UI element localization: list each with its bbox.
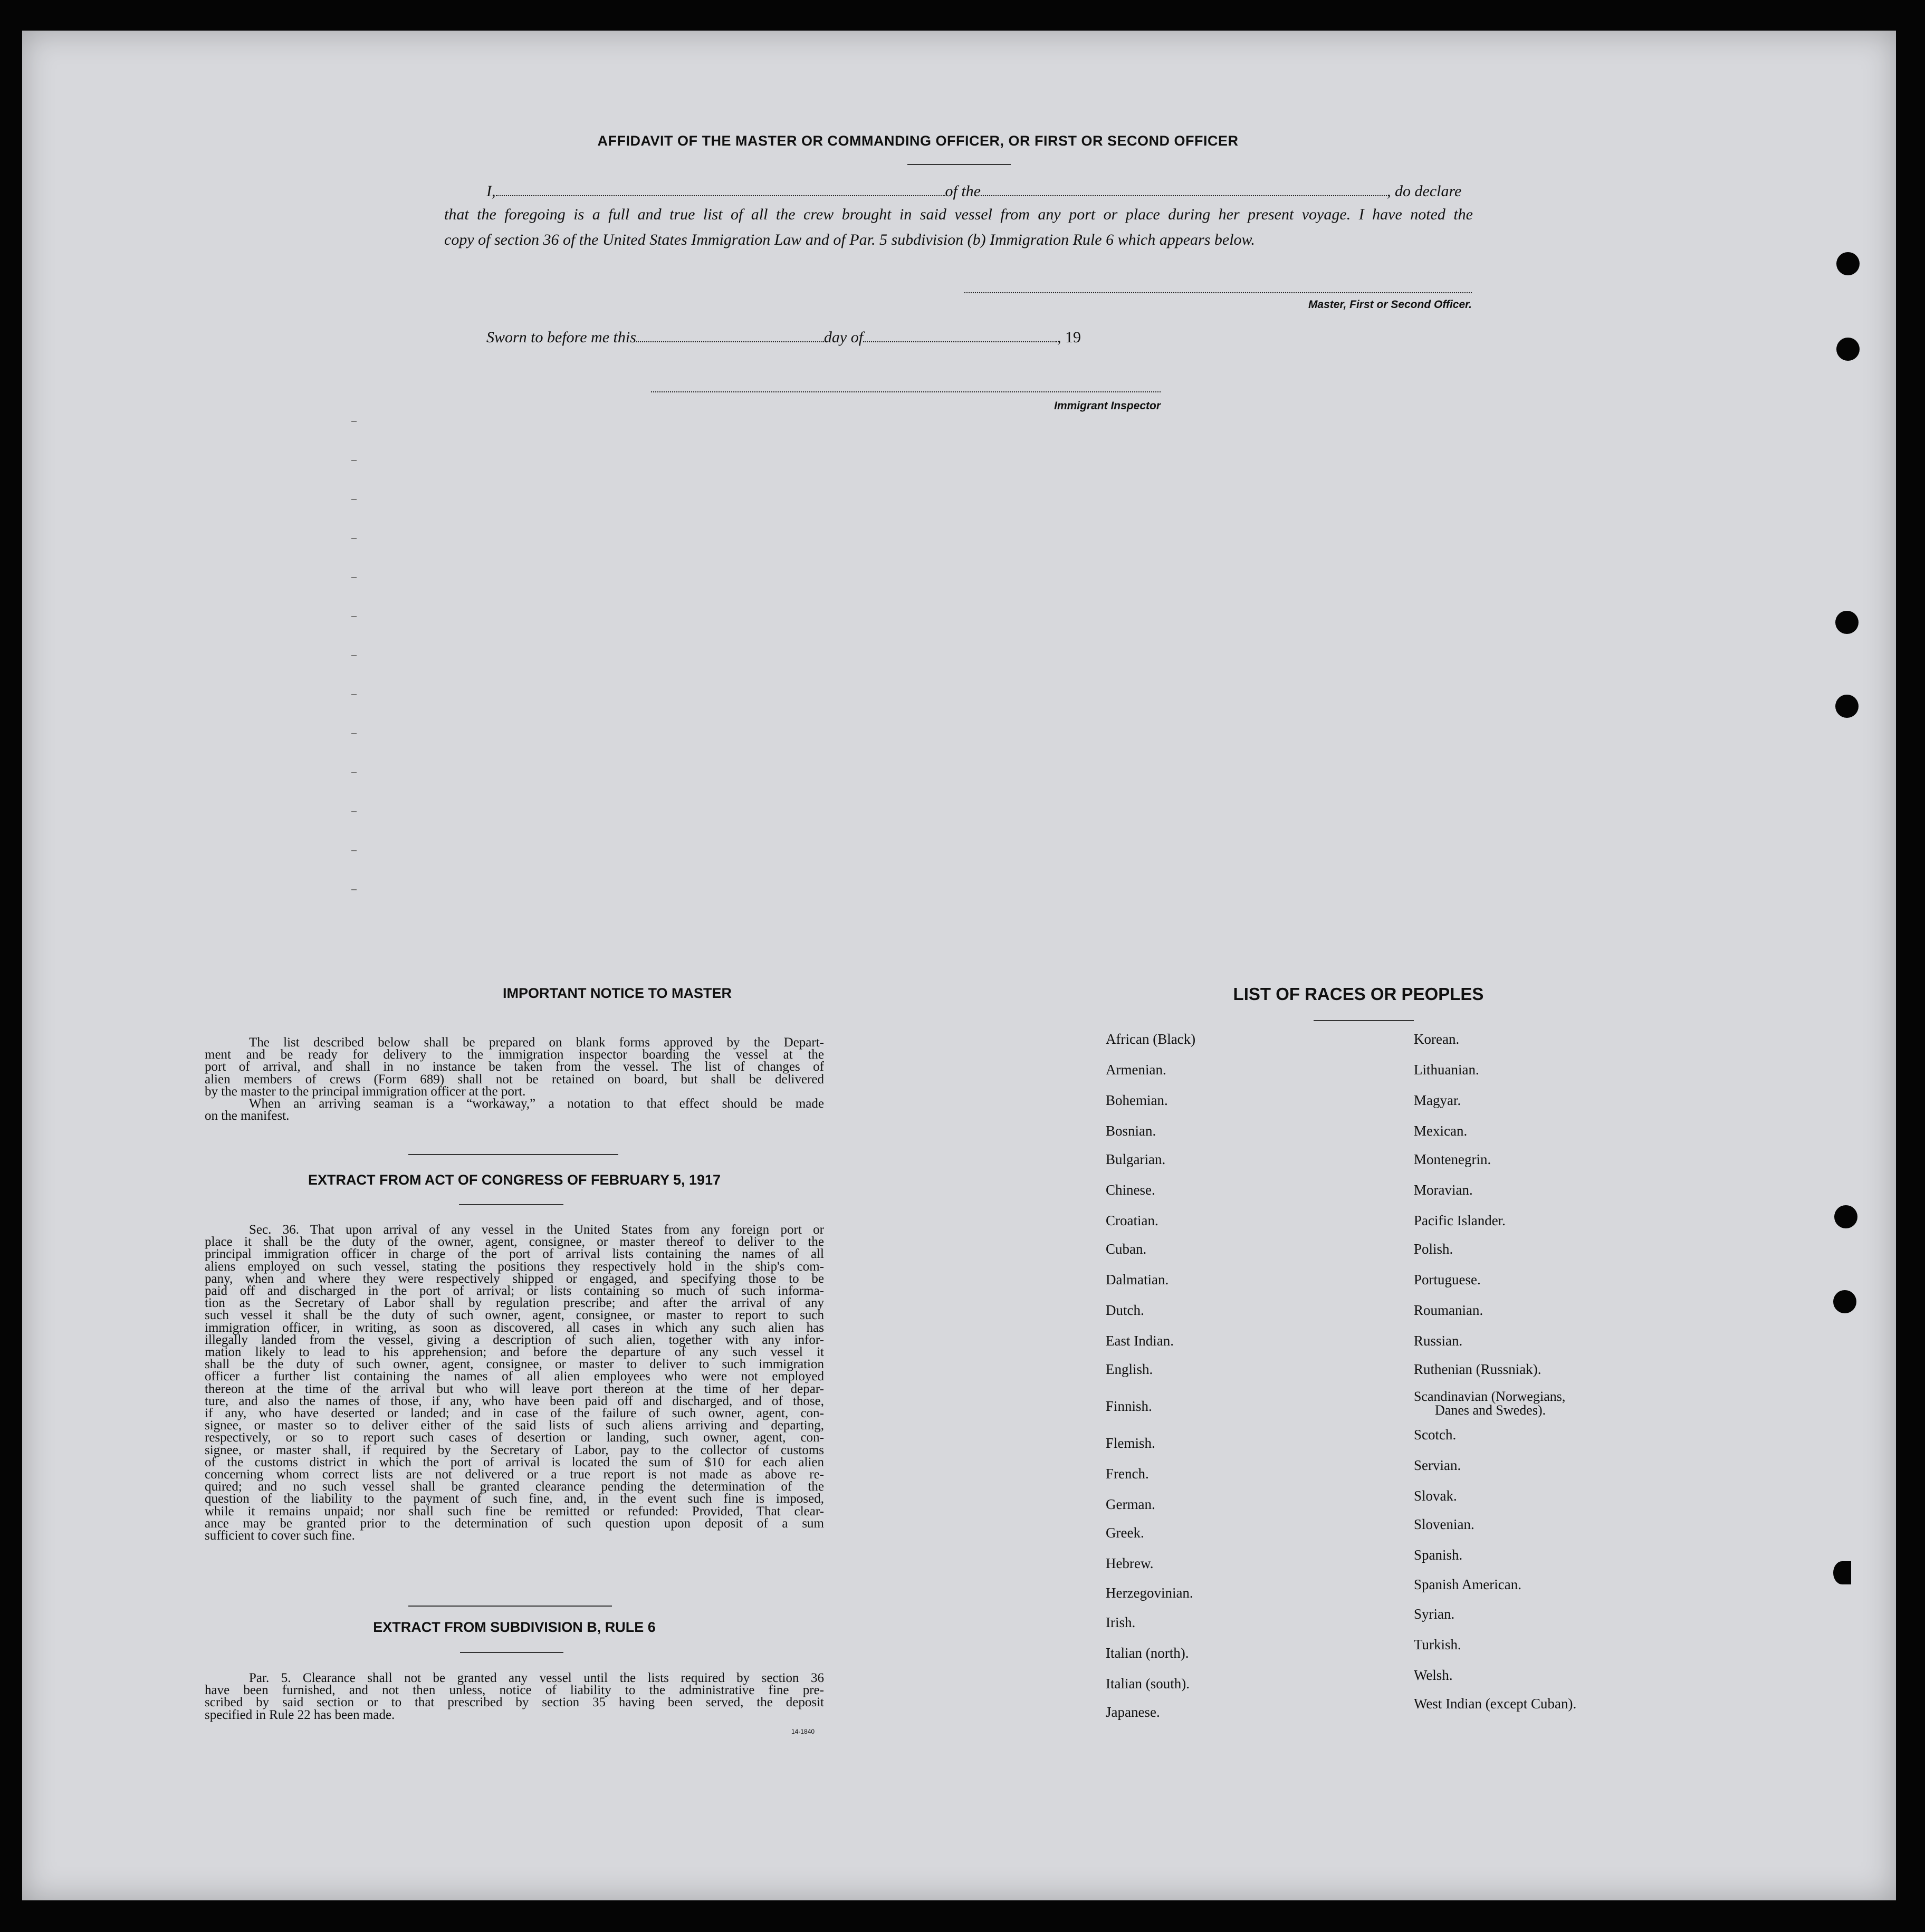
affidavit-line-3: copy of section 36 of the United States Immigration Law and of Par. 5 subdivision (b) Immigration Rule 6 which appears below. <box>444 231 1255 248</box>
race-item: Hebrew. <box>1106 1555 1154 1571</box>
notice-line: ment and be ready for delivery to the immigration inspector boarding the vessel at the <box>205 1047 824 1062</box>
margin-tick <box>351 499 357 500</box>
extract-act-line: officer a further list containing the names of all alien employees who were not employed <box>205 1369 824 1384</box>
punch-hole <box>1834 1205 1857 1228</box>
extract-act-line: question of the liability to the payment of such fine, and, in the event such fine is imposed, <box>205 1492 824 1506</box>
extract-rule-body <box>205 1672 824 1721</box>
notice-line: on the manifest. <box>205 1109 290 1123</box>
sworn-year-label: , 19 <box>1057 329 1081 346</box>
punch-hole <box>1833 1290 1856 1313</box>
race-item: Flemish. <box>1106 1435 1155 1451</box>
margin-tick <box>351 811 357 812</box>
race-item: Pacific Islander. <box>1414 1213 1506 1228</box>
punch-hole <box>1836 252 1860 275</box>
master-signature-label: Master, First or Second Officer. <box>1308 299 1472 311</box>
race-item: Ruthenian (Russniak). <box>1414 1361 1541 1377</box>
margin-tick <box>351 694 357 695</box>
margin-tick <box>351 460 357 461</box>
race-item: Dutch. <box>1106 1302 1144 1318</box>
extract-act-line: thereon at the time of the arrival but who will leave port thereon at the time of her depar- <box>205 1381 824 1396</box>
races-title-rule <box>1314 1020 1414 1021</box>
extract-rule-title-rule <box>460 1652 563 1653</box>
races-right-column <box>1414 1031 1709 1726</box>
extract-act-line: ture, and also the names of those, if any, who have been paid off and discharged, and of those, <box>205 1393 824 1408</box>
race-item: Finnish. <box>1106 1398 1152 1414</box>
sworn-line <box>486 325 1081 347</box>
extract-rule-line: Par. 5. Clearance shall not be granted any vessel until the lists required by section 36 <box>249 1671 824 1685</box>
extract-act-line: tion as the Secretary of Labor shall by regulation prescribe; and after the arrival of any <box>205 1296 824 1311</box>
extract-act-line: aliens employed on such vessel, stating the positions they respectively hold in the ship's com- <box>205 1259 824 1274</box>
extract-rule-line: specified in Rule 22 has been made. <box>205 1707 395 1722</box>
extract-act-line: illegally landed from the vessel, giving a description of such alien, together with any infor- <box>205 1332 824 1347</box>
race-item: African (Black) <box>1106 1031 1196 1047</box>
race-item: Irish. <box>1106 1614 1136 1630</box>
master-signature-line[interactable] <box>964 292 1472 293</box>
affidavit-line-1 <box>486 179 1473 200</box>
race-item: Slovenian. <box>1414 1516 1474 1532</box>
affidavit-line-2: that the foregoing is a full and true list of all the crew brought in said vessel from any port or place during her present voyage. I have noted the <box>444 206 1473 223</box>
margin-tick <box>351 577 357 578</box>
race-item <box>1414 1390 1709 1427</box>
notice-title: IMPORTANT NOTICE TO MASTER <box>503 985 732 1001</box>
extract-act-line: mation likely to lead to his apprehension; and before the departure of any such vessel it <box>205 1345 824 1360</box>
race-item: Scotch. <box>1414 1427 1457 1443</box>
race-item-scandinavian: Scandinavian (Norwegians, <box>1414 1389 1566 1404</box>
extract-rule-line: have been furnished, and not then unless, notice of liability to the administrative fine pre- <box>205 1683 824 1698</box>
extract-rule-line: scribed by said section or to that prescribed by section 35 having been served, the deposit <box>205 1695 824 1710</box>
race-item: Welsh. <box>1414 1667 1453 1683</box>
affidavit-i-label: I, <box>486 182 496 200</box>
extract-act-line: place it shall be the duty of the owner, agent, consignee, or master thereof to deliver to the <box>205 1235 824 1249</box>
race-item: East Indian. <box>1106 1333 1174 1349</box>
race-item: Spanish. <box>1414 1547 1463 1563</box>
race-item: Chinese. <box>1106 1182 1155 1198</box>
race-item: Croatian. <box>1106 1213 1158 1228</box>
extract-act-line: of the customs district in which the port of arrival is located the sum of $10 for each alien <box>205 1455 824 1469</box>
races-title: LIST OF RACES OR PEOPLES <box>1233 984 1484 1004</box>
race-item: Turkish. <box>1414 1637 1461 1652</box>
form-number: 14-1840 <box>791 1728 815 1735</box>
extract-act-line: quired; and no such vessel shall be granted clearance pending the determination of the <box>205 1479 824 1494</box>
extract-act-body <box>205 1224 824 1542</box>
race-item: German. <box>1106 1496 1155 1512</box>
race-item-scandinavian-cont: Danes and Swedes). <box>1435 1402 1546 1418</box>
extract-act-title-rule <box>459 1204 563 1205</box>
races-left-column <box>1106 1031 1369 1735</box>
race-item: English. <box>1106 1361 1153 1377</box>
margin-tick <box>351 733 357 734</box>
race-item: Japanese. <box>1106 1704 1160 1720</box>
race-item: French. <box>1106 1466 1149 1482</box>
notice-line: alien members of crews (Form 689) shall not be retained on board, but shall be delivered <box>205 1072 824 1087</box>
extract-act-line: if any, who have deserted or landed; and in case of the failure of such owner, agent, con- <box>205 1406 824 1421</box>
race-item: Montenegrin. <box>1414 1151 1491 1167</box>
race-item: Russian. <box>1414 1333 1463 1349</box>
sworn-month-field[interactable] <box>863 325 1057 342</box>
race-item: Syrian. <box>1414 1606 1455 1622</box>
margin-tick <box>351 889 357 890</box>
section-divider <box>408 1606 612 1607</box>
race-item: Armenian. <box>1106 1062 1166 1078</box>
notice-line: by the master to the principal immigration officer at the port. <box>205 1084 526 1099</box>
extract-act-line: shall be the duty of such owner, agent, consignee, or master to deliver to such immigration <box>205 1357 824 1372</box>
extract-act-line: while it remains unpaid; nor shall such fine be remitted or refunded: Provided, That clear- <box>205 1504 824 1518</box>
margin-tick <box>351 850 357 851</box>
extract-act-line: principal immigration officer in charge of the port of arrival lists containing the names of all <box>205 1247 824 1262</box>
race-item: Korean. <box>1414 1031 1460 1047</box>
race-item: Magyar. <box>1414 1092 1461 1108</box>
extract-act-line: pany, when and where they were respectively shipped or engaged, and specifying those to be <box>205 1271 824 1286</box>
affidavit-title: AFFIDAVIT OF THE MASTER OR COMMANDING OFFICER, OR FIRST OR SECOND OFFICER <box>597 133 1239 149</box>
race-item: Herzegovinian. <box>1106 1585 1193 1601</box>
punch-hole <box>1833 1561 1851 1584</box>
race-item: Bosnian. <box>1106 1123 1156 1139</box>
notice-line: port of arrival, and shall in no instance be taken from the vessel. The list of changes of <box>205 1060 824 1074</box>
extract-act-line: signee, or master shall, if required by the Secretary of Labor, pay to the collector of customs <box>205 1443 824 1457</box>
race-item: Lithuanian. <box>1414 1062 1479 1078</box>
race-item: Spanish American. <box>1414 1577 1521 1592</box>
extract-act-line: concerning whom correct lists are not delivered or a true report is not made as above re- <box>205 1467 824 1482</box>
race-item: Moravian. <box>1414 1182 1473 1198</box>
vessel-name-field[interactable] <box>981 179 1387 196</box>
extract-act-line: immigration officer, in writing, as soon as discovered, all cases in which any such alien has <box>205 1320 824 1335</box>
race-item: Roumanian. <box>1414 1302 1483 1318</box>
punch-hole <box>1835 611 1859 634</box>
race-item: Italian (south). <box>1106 1676 1190 1691</box>
section-divider <box>408 1154 618 1155</box>
extract-act-line: Sec. 36. That upon arrival of any vessel in the United States from any foreign port or <box>249 1223 824 1237</box>
race-item: Cuban. <box>1106 1241 1147 1257</box>
extract-act-line: such vessel it shall be the duty of such owner, agent, consignee, or master to report to such <box>205 1308 824 1323</box>
race-item: Bulgarian. <box>1106 1151 1166 1167</box>
notice-line: The list described below shall be prepared on blank forms approved by the Depart- <box>249 1035 824 1050</box>
margin-tick <box>351 772 357 773</box>
punch-hole <box>1836 338 1860 361</box>
race-item: Italian (north). <box>1106 1645 1189 1661</box>
master-name-field[interactable] <box>496 179 945 196</box>
race-item: Slovak. <box>1414 1488 1457 1504</box>
sworn-prefix: Sworn to before me this <box>486 329 636 346</box>
sworn-day-of-label: day of <box>823 329 864 346</box>
sworn-day-field[interactable] <box>636 325 824 342</box>
race-item: Greek. <box>1106 1525 1144 1541</box>
extract-act-line: paid off and discharged in the port of arrival; or lists containing so much of such informa- <box>205 1284 824 1299</box>
inspector-label: Immigrant Inspector <box>1054 400 1161 412</box>
race-item: Portuguese. <box>1414 1272 1481 1287</box>
extract-act-line: ance may be granted prior to the determination of such question upon deposit of a sum <box>205 1516 824 1531</box>
extract-act-title: EXTRACT FROM ACT OF CONGRESS OF FEBRUARY 5, 1917 <box>308 1172 721 1188</box>
notice-paragraph-1 <box>205 1036 824 1122</box>
race-item: Dalmatian. <box>1106 1272 1169 1287</box>
race-item: Polish. <box>1414 1241 1453 1257</box>
race-item: Mexican. <box>1414 1123 1468 1139</box>
notice-line: When an arriving seaman is a “workaway,” a notation to that effect should be made <box>249 1097 824 1111</box>
affidavit-declare-label: , do declare <box>1387 182 1462 200</box>
margin-tick <box>351 616 357 617</box>
extract-act-line: respectively, or so to report such cases of desertion or landing, such owner, agent, con- <box>205 1430 824 1445</box>
affidavit-title-rule <box>907 164 1011 165</box>
margin-tick <box>351 538 357 539</box>
punch-hole <box>1835 695 1859 718</box>
extract-rule-title: EXTRACT FROM SUBDIVISION B, RULE 6 <box>373 1619 656 1635</box>
extract-act-line: signee, or master so to deliver either of the said lists of such aliens arriving and departing, <box>205 1418 824 1433</box>
race-item: Bohemian. <box>1106 1092 1168 1108</box>
inspector-signature-line[interactable] <box>651 391 1161 392</box>
race-item: Servian. <box>1414 1457 1461 1473</box>
margin-tick <box>351 421 357 422</box>
affidavit-of-the-label: of the <box>945 182 981 200</box>
margin-tick <box>351 655 357 656</box>
race-item: West Indian (except Cuban). <box>1414 1696 1577 1712</box>
extract-act-line: sufficient to cover such fine. <box>205 1529 355 1543</box>
